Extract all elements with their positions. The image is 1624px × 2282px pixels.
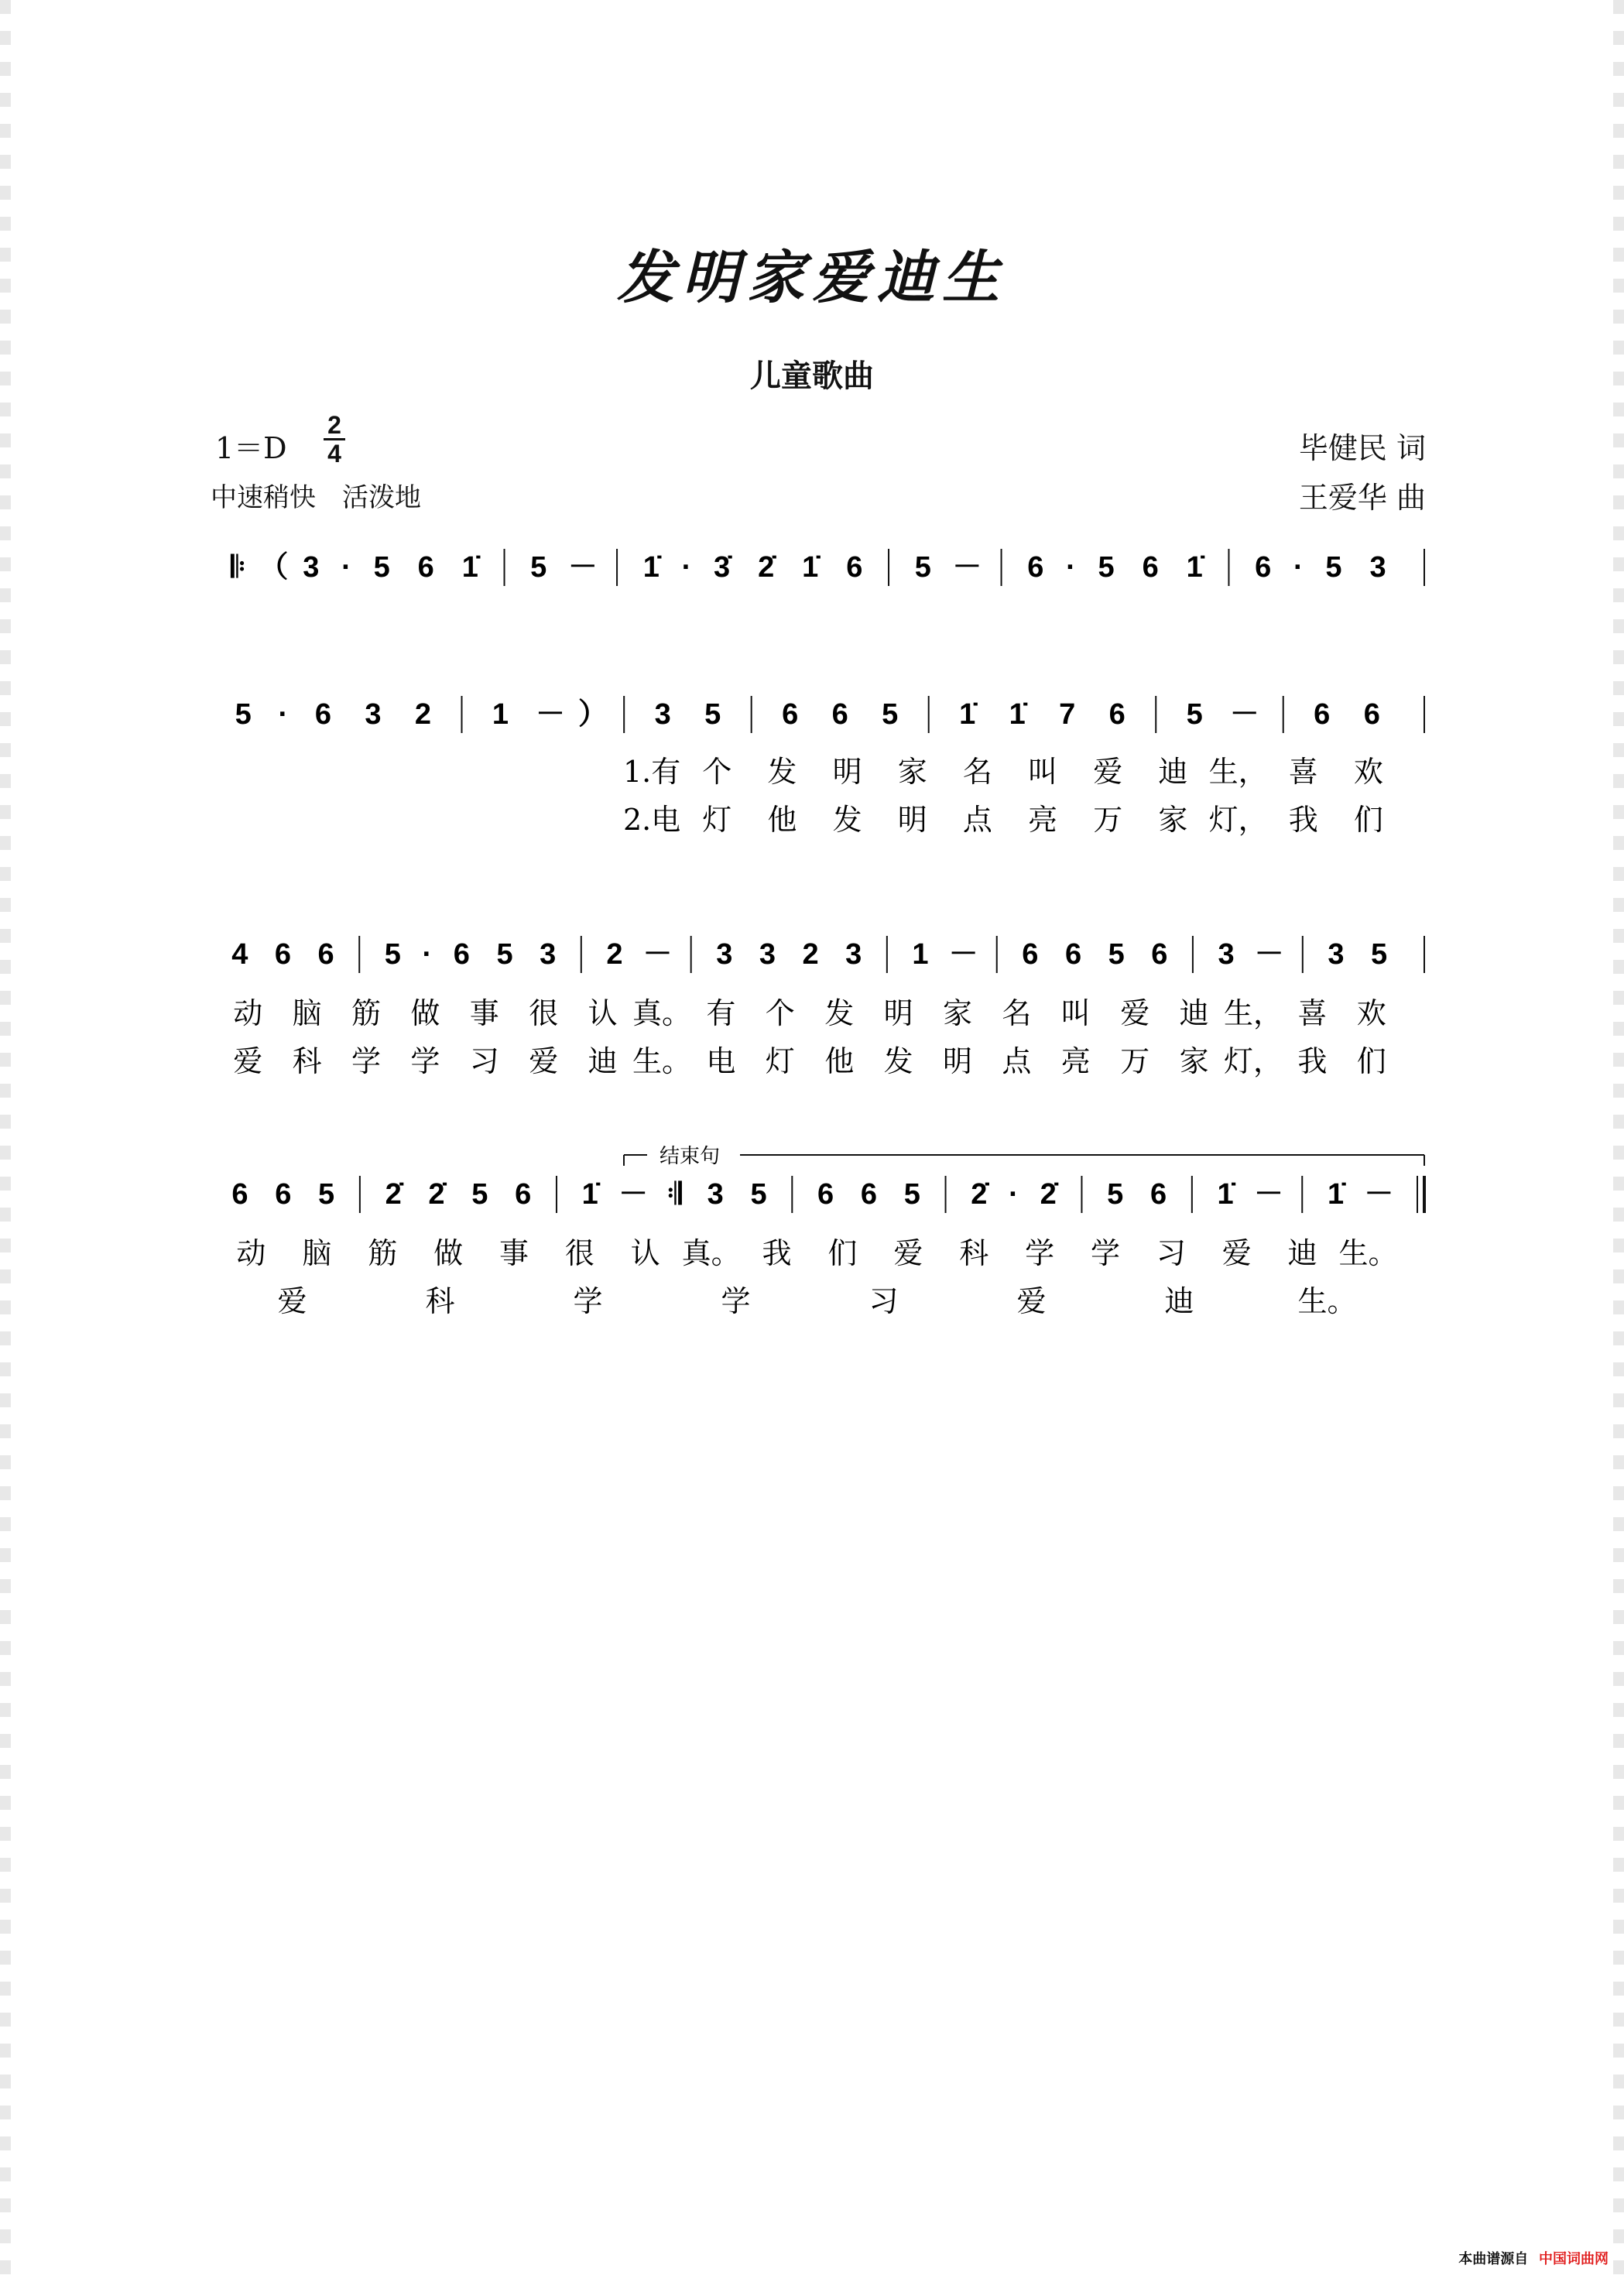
notation-symbol: 5 — [530, 551, 547, 584]
lyric-syllable: 生， — [1223, 996, 1283, 1030]
lyric-syllable: 家 — [1158, 803, 1188, 837]
lyric-syllable: 生。 — [1297, 1284, 1357, 1318]
notation-symbol: 5 — [496, 938, 513, 971]
notation-system — [231, 936, 1424, 1078]
lyric-syllable: 明 — [897, 803, 927, 837]
notation-symbol: 1̇ — [461, 551, 478, 584]
lyric-syllable: 灯， — [1223, 1044, 1283, 1078]
notation-symbol: 6 — [1027, 551, 1044, 584]
lyric-syllable: 认 — [588, 996, 618, 1030]
time-signature-bottom: 4 — [327, 440, 341, 468]
notation-symbol: 1̇ — [802, 551, 819, 584]
lyric-syllable: 生， — [1208, 755, 1268, 789]
lyric-syllable: 万 — [1093, 803, 1123, 837]
lyric-syllable: 学 — [351, 1044, 382, 1078]
notation-symbol: · — [1009, 1178, 1019, 1211]
notation-symbol: － — [642, 938, 673, 971]
lyric-syllable: 学 — [1090, 1236, 1121, 1270]
notation-symbol: 1̇ — [642, 551, 660, 584]
footer-brand: 中国词曲网 — [1539, 2251, 1609, 2267]
lyricist-credit: 毕健民 词 — [1298, 431, 1426, 465]
notation-symbol: 3 — [716, 938, 733, 971]
notation-symbol: 3 — [707, 1178, 724, 1211]
notation-symbol: 3̇ — [714, 551, 731, 584]
notation-symbol: 5 — [373, 551, 390, 584]
notation-symbol: · — [1066, 551, 1076, 584]
lyric-syllable: 学 — [1025, 1236, 1055, 1270]
lyric-syllable: 学 — [410, 1044, 440, 1078]
notation-symbol: 6 — [317, 938, 334, 971]
notation-symbol: － — [1364, 1178, 1394, 1211]
notation-symbol: 5 — [1108, 938, 1125, 971]
lyric-syllable: 叫 — [1060, 996, 1091, 1030]
notation-symbol: 1̇ — [1009, 698, 1026, 731]
lyric-syllable: 我 — [762, 1236, 792, 1270]
lyric-syllable: 他 — [767, 803, 797, 837]
notation-symbol: 2̇ — [385, 1178, 402, 1211]
lyric-syllable: 名 — [1002, 996, 1032, 1030]
lyric-syllable: 发 — [824, 996, 855, 1030]
notation-symbol: 5 — [1325, 551, 1342, 584]
notation-symbol: 6 — [453, 938, 470, 971]
notation-symbol: － — [1229, 698, 1259, 731]
notation-symbol: 5 — [384, 938, 401, 971]
lyric-syllable: 明 — [883, 996, 913, 1030]
notation-symbol: 5 — [903, 1178, 920, 1211]
composer-credit: 王爱华 曲 — [1298, 481, 1426, 515]
notation-symbol: 5 — [1186, 698, 1203, 731]
notation-symbol: 6 — [1363, 698, 1380, 731]
notation-symbol: 1̇ — [1217, 1178, 1234, 1211]
notation-symbol: 5 — [318, 1178, 335, 1211]
notation-system — [231, 1176, 1424, 1318]
lyric-syllable: 爱 — [893, 1236, 923, 1270]
lyric-syllable: 动 — [233, 996, 263, 1030]
notation-symbol: 6 — [1314, 698, 1331, 731]
lyric-syllable: 喜 — [1297, 996, 1328, 1030]
ending-label: 结束句 — [660, 1145, 721, 1168]
notation-symbol: 6 — [1151, 938, 1168, 971]
notation-symbol: 1 — [912, 938, 929, 971]
lyric-syllable: 脑 — [292, 996, 322, 1030]
lyric-syllable: 科 — [425, 1284, 455, 1318]
notation-symbol: 6 — [1142, 551, 1159, 584]
lyric-syllable: 我 — [1297, 1044, 1328, 1078]
notation-symbol: 6 — [846, 551, 863, 584]
song-title: 发明家爱迪生 — [617, 245, 1007, 311]
notation-symbol: 7 — [1059, 698, 1076, 731]
lyric-syllable: 有 — [706, 996, 736, 1030]
notation-symbol: 1̇ — [959, 698, 976, 731]
lyric-syllable: 们 — [1356, 1044, 1386, 1078]
notation-symbol: 5 — [1107, 1178, 1124, 1211]
notation-symbol: · — [1293, 551, 1304, 584]
notation-symbol: 2̇ — [1040, 1178, 1057, 1211]
lyric-syllable: 事 — [499, 1236, 529, 1270]
notation-symbol: · — [341, 551, 351, 584]
lyric-syllable: 很 — [564, 1236, 594, 1270]
notation-symbol: 2̇ — [758, 551, 775, 584]
notation-symbol: 6 — [417, 551, 434, 584]
lyric-syllable: 灯 — [702, 803, 732, 837]
notation-systems — [230, 549, 1424, 1318]
notation-symbol: 3 — [1369, 551, 1386, 584]
lyric-syllable: 欢 — [1356, 996, 1386, 1030]
notation-symbol: 6 — [231, 1178, 248, 1211]
notation-symbol: － — [948, 938, 978, 971]
lyric-syllable: 筋 — [368, 1236, 398, 1270]
notation-symbol: 3 — [303, 551, 320, 584]
notation-symbol: － — [1253, 1178, 1283, 1211]
lyric-syllable: 喜 — [1288, 755, 1318, 789]
lyric-syllable: 亮 — [1060, 1044, 1091, 1078]
notation-symbol: 6 — [1064, 938, 1082, 971]
lyric-syllable: 点 — [962, 803, 992, 837]
lyric-syllable: 亮 — [1028, 803, 1058, 837]
notation-symbol: 5 — [704, 698, 721, 731]
notation-symbol: · — [422, 938, 433, 971]
notation-symbol: 2̇ — [428, 1178, 445, 1211]
notation-symbol: 6 — [314, 698, 332, 731]
lyric-syllable: 欢 — [1353, 755, 1383, 789]
lyric-syllable: 动 — [236, 1236, 266, 1270]
footer-source-text: 本曲谱源自 — [1458, 2251, 1529, 2267]
notation-symbol: 6 — [860, 1178, 877, 1211]
lyric-syllable: 迪 — [1287, 1236, 1317, 1270]
notation-symbol: 6 — [274, 938, 292, 971]
lyric-syllable: 科 — [959, 1236, 989, 1270]
notation-symbol: 3 — [759, 938, 776, 971]
notation-symbol: 6 — [515, 1178, 532, 1211]
lyric-syllable: 明 — [942, 1044, 973, 1078]
lyric-syllable: 名 — [962, 755, 992, 789]
notation-symbol: － — [567, 551, 598, 584]
lyric-syllable: 家 — [897, 755, 927, 789]
lyric-syllable: 他 — [824, 1044, 855, 1078]
notation-symbol: 6 — [1149, 1178, 1167, 1211]
notation-symbol: 5 — [235, 698, 252, 731]
lyric-syllable: 做 — [433, 1236, 464, 1270]
lyric-syllable: 真。 — [632, 996, 692, 1030]
lyric-syllable: 认 — [630, 1236, 660, 1270]
lyric-syllable: 家 — [1179, 1044, 1209, 1078]
notation-symbol: ） — [577, 698, 608, 731]
tempo-marking: 中速稍快 活泼地 — [211, 482, 421, 513]
lyric-syllable: 明 — [832, 755, 862, 789]
notation-symbol: 6 — [831, 698, 848, 731]
lyric-syllable: 爱 — [277, 1284, 307, 1318]
lyric-syllable: 事 — [469, 996, 499, 1030]
lyric-syllable: 迪 — [1179, 996, 1209, 1030]
lyric-syllable: 电 — [706, 1044, 736, 1078]
notation-symbol: 1 — [492, 698, 509, 731]
lyric-syllable: 习 — [1156, 1236, 1186, 1270]
lyric-syllable: 脑 — [302, 1236, 332, 1270]
ending-bracket — [624, 1141, 1424, 1168]
lyric-syllable: 爱 — [233, 1044, 263, 1078]
notation-system — [235, 696, 1424, 837]
notation-symbol: 𝄇 — [666, 1178, 682, 1211]
lyric-syllable: 习 — [469, 1044, 499, 1078]
lyric-syllable: 习 — [869, 1284, 899, 1318]
lyric-syllable: 迪 — [588, 1044, 618, 1078]
notation-symbol: 2 — [414, 698, 432, 731]
lyric-syllable: 生。 — [632, 1044, 692, 1078]
notation-symbol: 3 — [654, 698, 671, 731]
notation-symbol: 𝄆 — [231, 551, 245, 584]
notation-symbol: 2 — [802, 938, 819, 971]
lyric-syllable: 爱 — [529, 1044, 559, 1078]
lyric-syllable: 个 — [765, 996, 795, 1030]
notation-symbol: － — [952, 551, 982, 584]
lyric-syllable: 爱 — [1221, 1236, 1252, 1270]
lyric-syllable: 发 — [832, 803, 862, 837]
lyric-syllable: 我 — [1288, 803, 1318, 837]
notation-symbol: 5 — [750, 1178, 767, 1211]
notation-symbol: 1̇ — [581, 1178, 598, 1211]
notation-symbol: － — [1254, 938, 1284, 971]
notation-symbol: － — [536, 698, 566, 731]
lyric-syllable: 爱 — [1016, 1284, 1047, 1318]
notation-symbol: 6 — [1255, 551, 1272, 584]
lyric-syllable: 叫 — [1028, 755, 1058, 789]
lyric-syllable: 迪 — [1164, 1284, 1194, 1318]
lyric-syllable: 筋 — [351, 996, 382, 1030]
notation-symbol: 4 — [231, 938, 248, 971]
lyric-syllable: 学 — [573, 1284, 603, 1318]
lyric-syllable: 灯， — [1208, 803, 1268, 837]
notation-symbol: 5 — [1371, 938, 1388, 971]
lyric-syllable: 爱 — [1120, 996, 1150, 1030]
notation-symbol: 3 — [365, 698, 382, 731]
notation-symbol: 5 — [471, 1178, 488, 1211]
notation-symbol: 5 — [914, 551, 931, 584]
notation-symbol: 3 — [540, 938, 557, 971]
source-footer — [1458, 2248, 1609, 2268]
lyric-syllable: 很 — [529, 996, 559, 1030]
notation-symbol: 6 — [817, 1178, 834, 1211]
notation-symbol: 6 — [782, 698, 799, 731]
notation-symbol: 2̇ — [971, 1178, 988, 1211]
lyric-syllable: 发 — [767, 755, 797, 789]
time-signature-top: 2 — [327, 411, 341, 439]
notation-symbol: 1̇ — [1327, 1178, 1345, 1211]
notation-symbol: 5 — [1098, 551, 1115, 584]
notation-symbol: － — [618, 1178, 649, 1211]
lyric-syllable: 点 — [1002, 1044, 1032, 1078]
notation-symbol: 6 — [1108, 698, 1125, 731]
notation-symbol: · — [681, 551, 692, 584]
lyric-syllable: 学 — [721, 1284, 751, 1318]
lyric-syllable: 发 — [883, 1044, 913, 1078]
lyric-syllable: 万 — [1120, 1044, 1150, 1078]
lyric-syllable: 真。 — [681, 1236, 741, 1270]
notation-symbol: 3 — [1328, 938, 1345, 971]
lyric-syllable: 爱 — [1093, 755, 1123, 789]
lyric-syllable: 1.有 — [622, 755, 681, 789]
notation-symbol: （ — [259, 551, 289, 584]
notation-symbol: 3 — [1218, 938, 1235, 971]
notation-symbol: 5 — [882, 698, 899, 731]
lyric-syllable: 2.电 — [622, 803, 681, 837]
notation-symbol: 1̇ — [1186, 551, 1203, 584]
lyric-syllable: 迪 — [1158, 755, 1188, 789]
notation-symbol: 6 — [275, 1178, 292, 1211]
notation-symbol: 6 — [1022, 938, 1039, 971]
lyric-syllable: 个 — [702, 755, 732, 789]
lyric-syllable: 们 — [1353, 803, 1383, 837]
notation-symbol: 2 — [606, 938, 623, 971]
lyric-syllable: 科 — [292, 1044, 322, 1078]
notation-system — [230, 549, 1424, 586]
lyric-syllable: 家 — [942, 996, 973, 1030]
lyric-syllable: 做 — [410, 996, 440, 1030]
notation-symbol: 3 — [845, 938, 862, 971]
key-signature: 1＝D — [215, 431, 287, 465]
lyric-syllable: 们 — [827, 1236, 858, 1270]
song-subtitle: 儿童歌曲 — [750, 358, 874, 394]
notation-symbol: · — [278, 698, 289, 731]
lyric-syllable: 生。 — [1338, 1236, 1398, 1270]
lyric-syllable: 灯 — [765, 1044, 795, 1078]
